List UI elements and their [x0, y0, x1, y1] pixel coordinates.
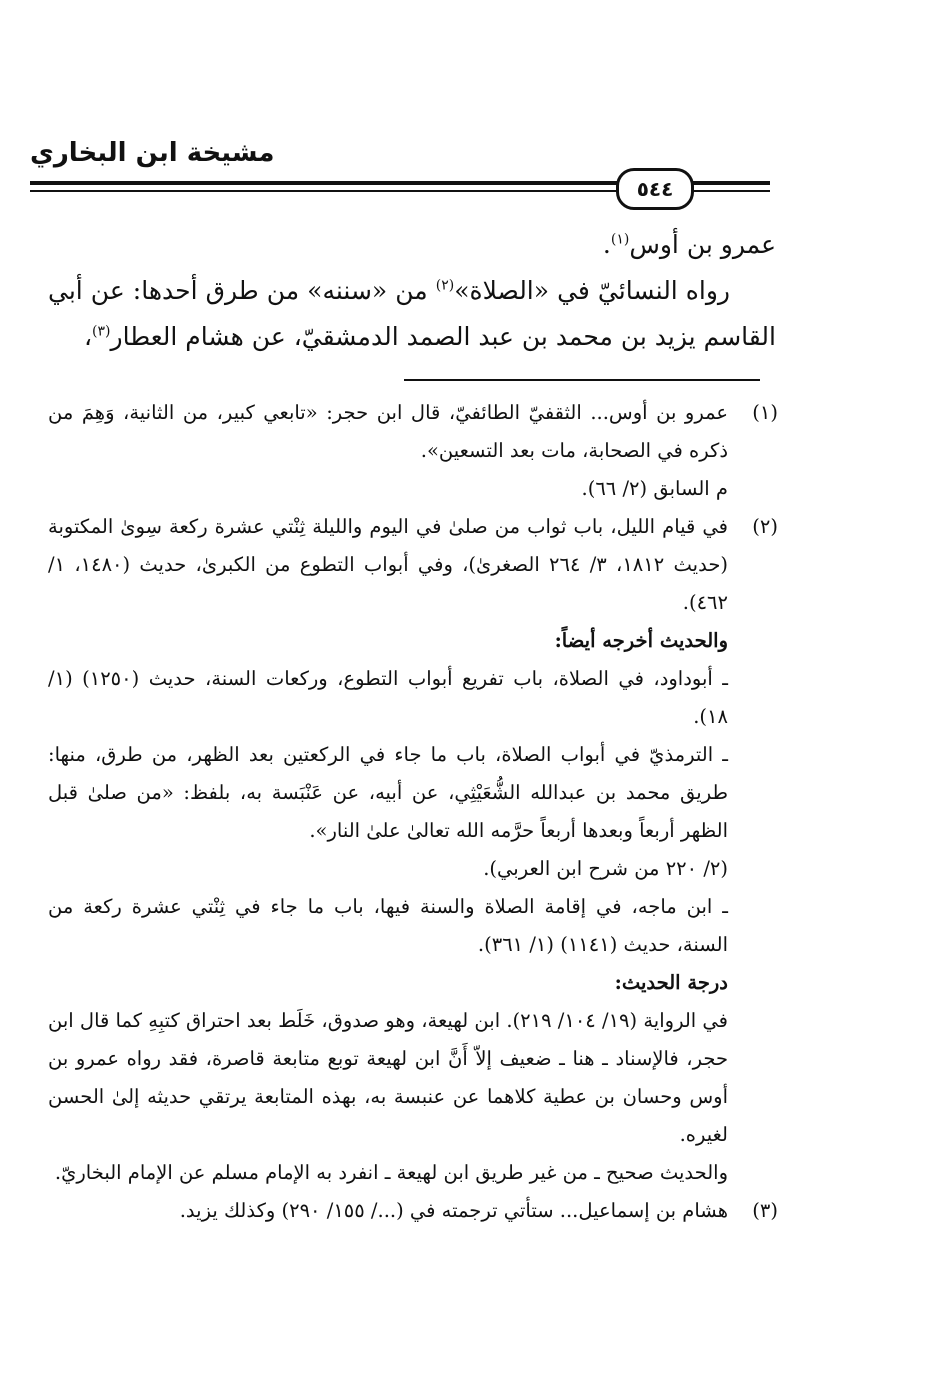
- footnote-2-item-tirmidhi: ـ الترمذيّ في أبواب الصلاة، باب ما جاء في الركعتين بعد الظهر، من طرق، منها: طريق محمد بن عبدالله الشُّعَيْثِي، عن أبيه، عن عَنْبَسة به، بلفظ: «من صلىٰ قبل الظهر أربعاً وبعدها أربعاً حرَّمه الله تعالىٰ علىٰ النار».: [48, 743, 728, 842]
- main-line-1: [48, 222, 776, 268]
- book-title: مشيخة ابن البخاري: [30, 138, 275, 168]
- footnote-2-heading-also: والحديث أخرجه أيضاً:: [554, 629, 728, 652]
- main-line-1-text: عمرو بن أوس: [629, 230, 776, 259]
- footnote-3: [48, 1192, 778, 1230]
- main-para-2-end: ،: [83, 322, 93, 351]
- footnote-2-item-abudawud: ـ أبوداود، في الصلاة، باب تفريع أبواب التطوع، وركعات السنة، حديث (١٢٥٠) (١/ ١٨).: [48, 667, 728, 728]
- footnote-2-item-tirmidhi-cont: (٢/ ٢٢٠ من شرح ابن العربي).: [483, 857, 728, 880]
- main-text: [48, 222, 776, 360]
- page-number-badge: [616, 168, 694, 210]
- footnote-1-cont: م السابق (٢/ ٦٦).: [581, 477, 728, 500]
- footnote-ref-1: (١): [610, 231, 630, 248]
- footnote-1: [48, 394, 778, 508]
- footnote-2-grade-2: والحديث صحيح ـ من غير طريق ابن لهيعة ـ انفرد به الإمام مسلم عن الإمام البخاريّ.: [54, 1161, 728, 1184]
- footnote-2: [48, 508, 778, 1192]
- footnote-ref-2: (٢): [435, 277, 455, 294]
- main-para-2-b: من «سننه» من طرق أحدها: عن أبي القاسم يزيد بن محمد بن عبد الصمد الدمشقيّ، عن هشام العطار: [48, 276, 776, 351]
- footnote-ref-3: (٣): [92, 323, 111, 340]
- footnote-2-text: في قيام الليل، باب ثواب من صلىٰ في اليوم والليلة ثِنْتي عشرة ركعة سِوىٰ المكتوبة (حديث ١٨١٢، ٣/ ٢٦٤ الصغرىٰ)، وفي أبواب التطوع من الكبرىٰ، حديث (١٤٨٠، ١/ ٤٦٢).: [48, 515, 728, 614]
- footnote-1-text: عمرو بن أوس... الثقفيّ الطائفيّ، قال ابن حجر: «تابعي كبير، من الثانية، وَهِمَ من ذكره في الصحابة، مات بعد التسعين».: [48, 401, 728, 462]
- footnote-3-text: هشام بن إسماعيل... ستأتي ترجمته في (.../ ١٥٥/ ٢٩٠) وكذلك يزيد.: [179, 1199, 728, 1222]
- footnote-3-number: (٣): [752, 1199, 778, 1222]
- footnote-2-grade-1: في الرواية (١٩/ ١٠٤/ ٢١٩). ابن لهيعة، وهو صدوق، خَلَط بعد احتراق كتبِهِ كما قال ابن حجر، فالإسناد ـ هنا ـ ضعيف إلاّ أَنَّ ابن لهيعة توبع متابعة قاصرة، فقد رواه عمرو بن أوس وحسان بن عطية كلاهما عن عنبسة به، بهذه المتابعة يرتقي حديثه إلىٰ الحسن لغيره.: [48, 1009, 728, 1146]
- page-number: ٥٤٤: [636, 177, 674, 201]
- footnote-2-heading-grade: درجة الحديث:: [614, 971, 728, 994]
- footnote-2-item-ibnmajah: ـ ابن ماجه، في إقامة الصلاة والسنة فيها، باب ما جاء في ثِنْتي عشرة ركعة من السنة، حديث (١١٤١) (١/ ٣٦١).: [48, 895, 728, 956]
- footnotes: [48, 394, 778, 1230]
- main-para-2-a: رواه النسائيّ في «الصلاة»: [454, 276, 730, 305]
- footnote-separator: [404, 379, 760, 381]
- main-line-1-end: .: [602, 230, 611, 259]
- footnote-2-number: (٢): [752, 515, 778, 538]
- main-paragraph-2: [48, 268, 776, 360]
- footnote-1-number: (١): [752, 401, 778, 424]
